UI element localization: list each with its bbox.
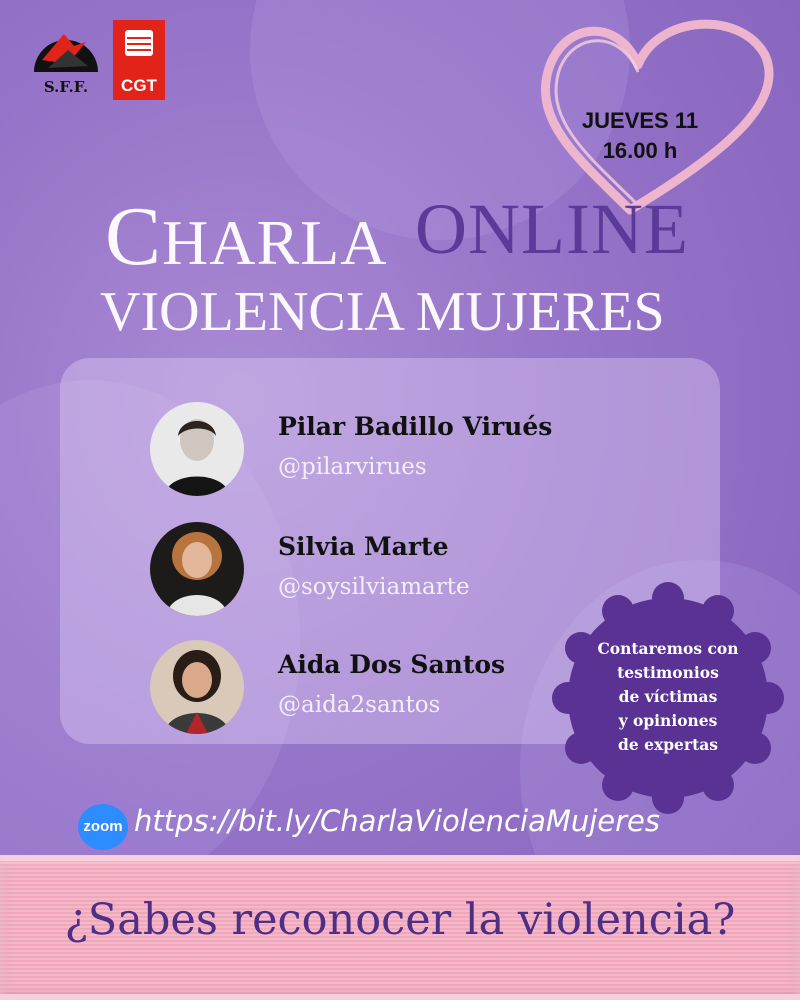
speaker-name: Pilar Badillo Virués [278,412,553,441]
title-charla-initial: C [105,190,163,283]
speaker-name: Silvia Marte [278,532,449,561]
ribbon-bottom-edge [0,994,800,1000]
zoom-icon: zoom [78,804,128,850]
badge-line: de expertas [618,735,718,754]
event-day: JUEVES 11 [581,108,699,133]
ribbon-top-edge [0,855,800,861]
speaker-avatar [150,640,244,734]
cgt-logo-text: CGT [121,76,157,95]
speaker-card [150,522,590,622]
badge-text [550,637,786,757]
speaker-handle[interactable]: @aida2santos [278,692,441,718]
speaker-name: Aida Dos Santos [278,650,506,679]
speaker-handle[interactable]: @pilarvirues [278,454,427,480]
speaker-avatar [150,402,244,496]
badge-line: de víctimas [618,687,718,706]
cgt-logo [113,20,165,100]
meeting-link[interactable]: https://bit.ly/CharlaViolenciaMujeres [134,804,661,838]
badge-line: Contaremos con [597,639,739,658]
title-online: ONLINE [415,189,689,269]
sff-logo-text: S.F.F. [43,78,89,96]
speaker-avatar [150,522,244,616]
speaker-photo-icon [150,402,244,496]
badge-line: y opiniones [618,711,718,730]
speaker-photo-icon [150,640,244,734]
speaker-photo-icon [150,522,244,616]
title-violencia-mujeres: VIOLENCIA MUJERES [100,281,665,343]
testimonials-badge [550,580,786,816]
speaker-card [150,640,590,740]
badge-line: testimonios [617,663,719,682]
sff-logo [28,20,104,106]
cgt-fist-icon [113,20,165,72]
title-charla [105,188,387,285]
event-time: 16.00 h [602,138,678,163]
speaker-card [150,402,590,502]
speaker-handle[interactable]: @soysilviamarte [278,574,470,600]
title-charla-rest: HARLA [162,207,388,278]
sff-emblem-icon [28,20,104,80]
footer-question: ¿Sabes reconocer la violencia? [64,895,736,945]
